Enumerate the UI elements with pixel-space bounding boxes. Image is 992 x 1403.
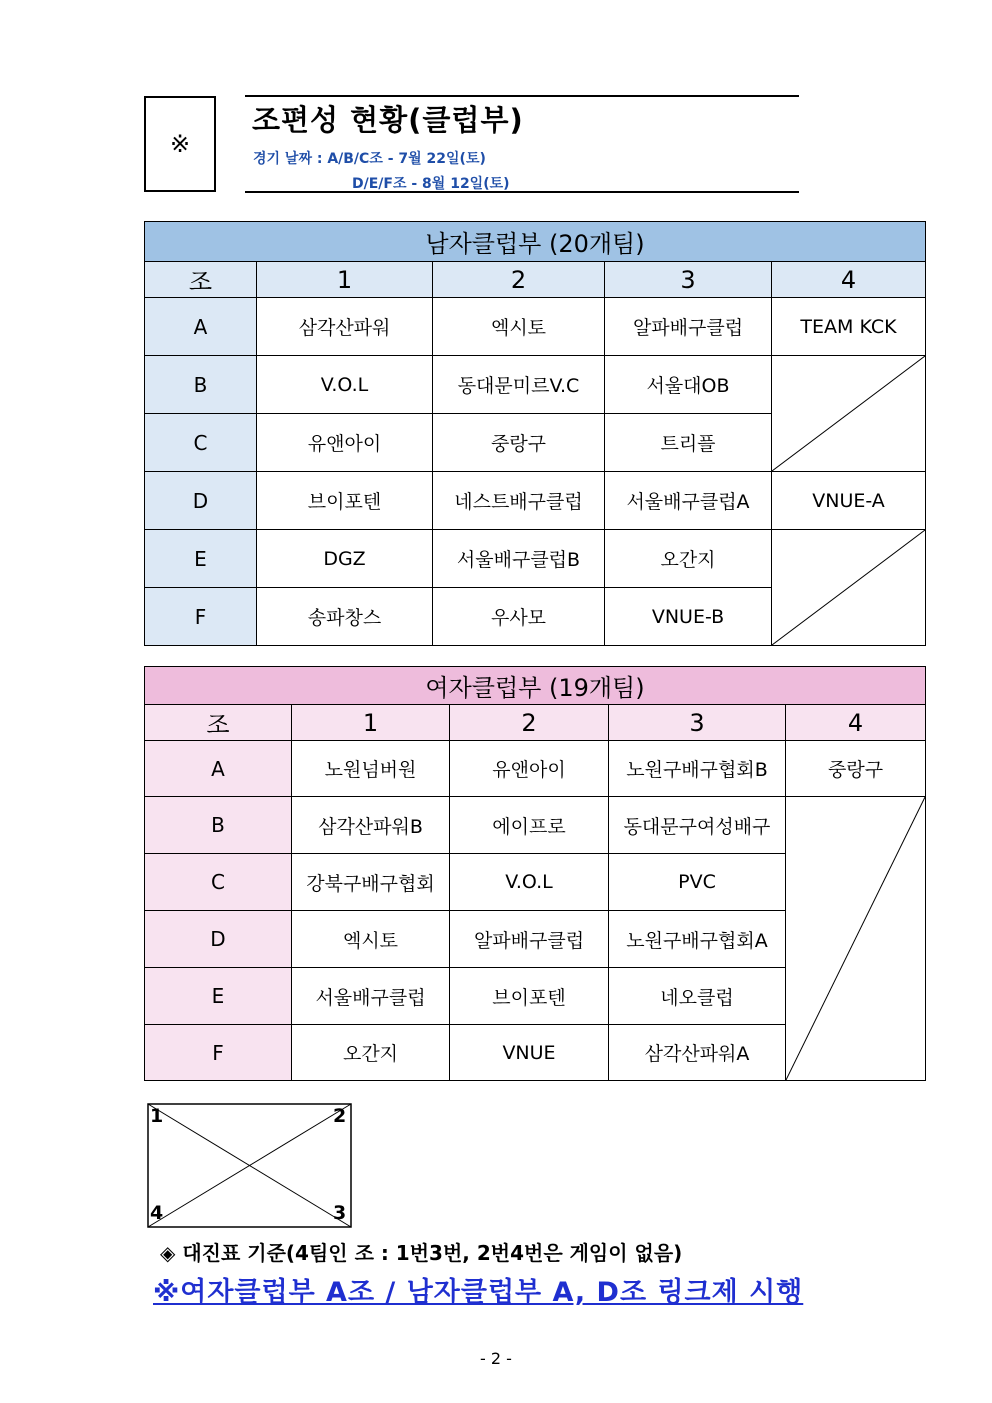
empty-slot-diagonal [772, 530, 925, 645]
team-cell: 브이포텐 [450, 968, 609, 1025]
team-cell: 유앤아이 [450, 741, 609, 797]
table-row [145, 741, 926, 797]
empty-slot-diagonal [772, 356, 925, 471]
title-rule-bottom [245, 191, 799, 193]
empty-slot-diagonal [786, 797, 925, 1080]
corner-number-3: 3 [333, 1202, 347, 1224]
team-cell: 동대문구여성배구 [609, 797, 786, 854]
link-rule-note: ※여자클럽부 A조 / 남자클럽부 A, D조 링크제 시행 [153, 1277, 804, 1308]
team-cell: 에이프로 [450, 797, 609, 854]
page-number: - 2 - [480, 1349, 512, 1368]
group-label: F [145, 1025, 292, 1081]
group-label: D [145, 911, 292, 968]
team-cell: 서울대OB [605, 356, 772, 414]
column-header-3: 3 [605, 262, 772, 298]
team-cell: 알파배구클럽 [450, 911, 609, 968]
team-cell: 서울배구클럽 [292, 968, 450, 1025]
page-title: 조편성 현황(클럽부) [252, 103, 524, 137]
men-table-title: 남자클럽부 (20개팀) [145, 222, 926, 262]
empty-slot-cell [786, 797, 926, 1081]
team-cell: 동대문미르V.C [433, 356, 605, 414]
match-diagram [147, 1103, 352, 1228]
column-header-1: 1 [292, 705, 450, 741]
men-club-table [144, 221, 926, 646]
column-header-group: 조 [145, 262, 257, 298]
team-cell: V.O.L [257, 356, 433, 414]
team-cell: 우사모 [433, 588, 605, 646]
corner-number-4: 4 [150, 1202, 164, 1224]
group-label: A [145, 298, 257, 356]
group-label: F [145, 588, 257, 646]
table-row [145, 298, 926, 356]
team-cell: 네오클럽 [609, 968, 786, 1025]
team-cell: 엑시토 [292, 911, 450, 968]
team-cell: 삼각산파워B [292, 797, 450, 854]
team-cell: 중랑구 [786, 741, 926, 797]
group-label: B [145, 797, 292, 854]
team-cell: 트리플 [605, 414, 772, 472]
team-cell: 서울배구클럽A [605, 472, 772, 530]
women-club-table [144, 666, 926, 1081]
team-cell: 노원구배구협회A [609, 911, 786, 968]
group-label: E [145, 530, 257, 588]
empty-slot-cell [772, 356, 926, 472]
column-header-group: 조 [145, 705, 292, 741]
empty-slot-cell [772, 530, 926, 646]
team-cell: PVC [609, 854, 786, 911]
team-cell: TEAM KCK [772, 298, 926, 356]
team-cell: 오간지 [605, 530, 772, 588]
team-cell: VNUE-B [605, 588, 772, 646]
reference-mark: ※ [169, 130, 191, 158]
match-date-line-1: 경기 날짜 : A/B/C조 - 7월 22일(토) [253, 151, 486, 167]
team-cell: DGZ [257, 530, 433, 588]
team-cell: 엑시토 [433, 298, 605, 356]
column-header-4: 4 [772, 262, 926, 298]
column-header-2: 2 [450, 705, 609, 741]
team-cell: 유앤아이 [257, 414, 433, 472]
match-diagram-graphic [147, 1103, 352, 1228]
group-label: C [145, 854, 292, 911]
table-row [145, 797, 926, 854]
team-cell: 오간지 [292, 1025, 450, 1081]
group-label: A [145, 741, 292, 797]
team-cell: 브이포텐 [257, 472, 433, 530]
group-label: B [145, 356, 257, 414]
group-label: C [145, 414, 257, 472]
team-cell: VNUE-A [772, 472, 926, 530]
column-header-4: 4 [786, 705, 926, 741]
team-cell: 서울배구클럽B [433, 530, 605, 588]
team-cell: 알파배구클럽 [605, 298, 772, 356]
corner-number-1: 1 [150, 1105, 164, 1127]
group-label: D [145, 472, 257, 530]
team-cell: 삼각산파워 [257, 298, 433, 356]
team-cell: 삼각산파워A [609, 1025, 786, 1081]
corner-number-2: 2 [333, 1105, 347, 1127]
title-rule-top [245, 95, 799, 97]
table-row [145, 356, 926, 414]
team-cell: 송파창스 [257, 588, 433, 646]
team-cell: 네스트배구클럽 [433, 472, 605, 530]
table-row [145, 472, 926, 530]
team-cell: V.O.L [450, 854, 609, 911]
team-cell: 노원구배구협회B [609, 741, 786, 797]
team-cell: 강북구배구협회 [292, 854, 450, 911]
bracket-rule-note: ◈ 대진표 기준(4팀인 조 : 1번3번, 2번4번은 게임이 없음) [160, 1241, 683, 1265]
group-label: E [145, 968, 292, 1025]
column-header-2: 2 [433, 262, 605, 298]
team-cell: 중랑구 [433, 414, 605, 472]
match-date-line-2: D/E/F조 - 8월 12일(토) [352, 176, 510, 192]
team-cell: VNUE [450, 1025, 609, 1081]
women-table-title: 여자클럽부 (19개팀) [145, 667, 926, 705]
column-header-3: 3 [609, 705, 786, 741]
column-header-1: 1 [257, 262, 433, 298]
team-cell: 노원넘버원 [292, 741, 450, 797]
reference-mark-box [144, 96, 216, 192]
table-row [145, 530, 926, 588]
